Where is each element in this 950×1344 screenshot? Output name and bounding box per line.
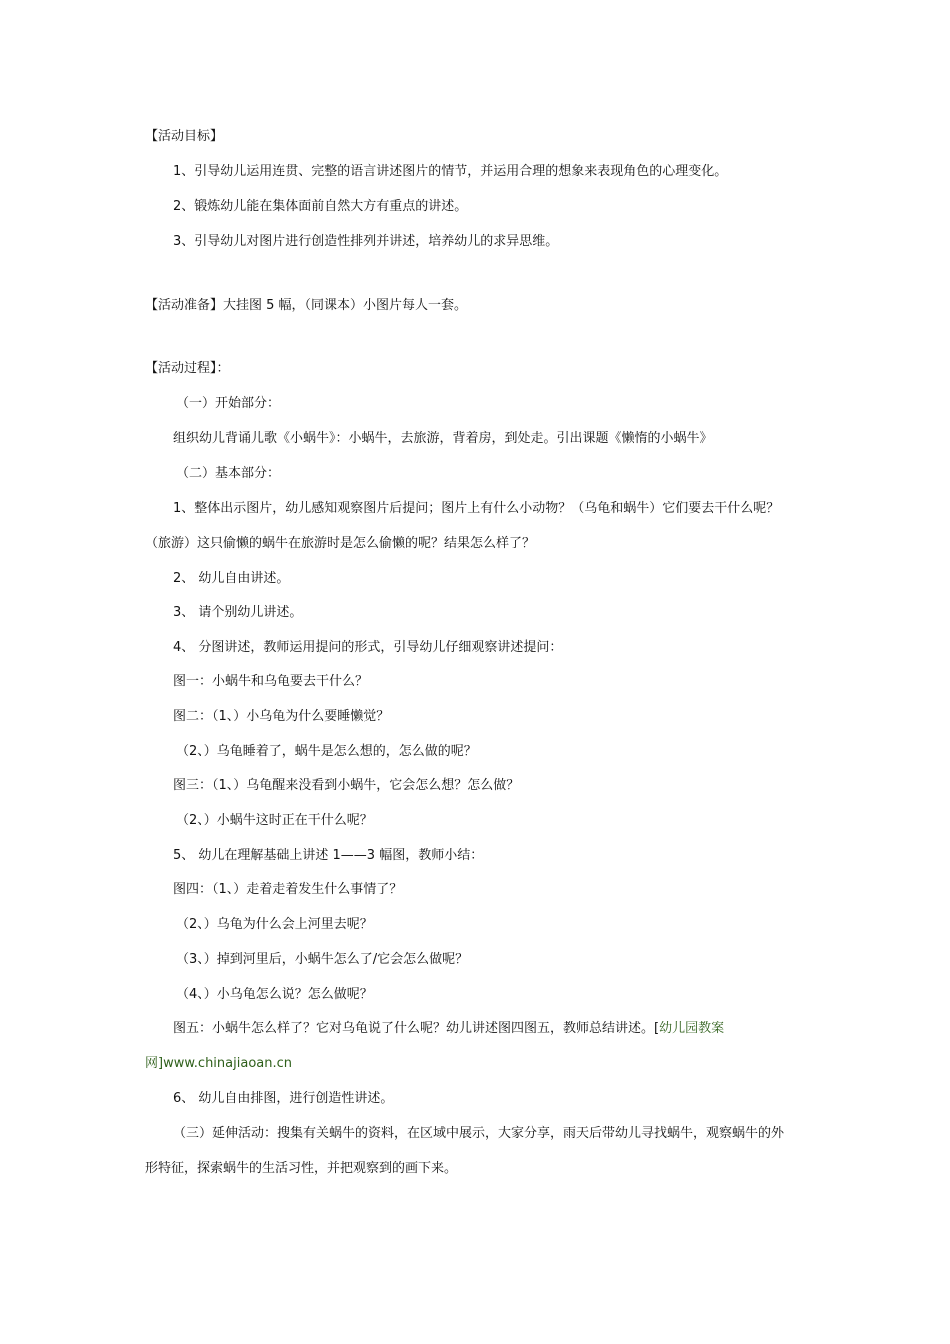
prep-line (145, 297, 467, 315)
goal-item: 1、引导幼儿运用连贯、完整的语言讲述图片的情节，并运用合理的想象来表现角色的心理变化。 (173, 164, 728, 179)
paragraph: （三）延伸活动：搜集有关蜗牛的资料，在区域中展示，大家分享，雨天后带幼儿寻找蜗牛，观察蜗牛的外 (173, 1126, 785, 1141)
section-heading: （二）基本部分： (176, 466, 281, 481)
paragraph: （旅游）这只偷懒的蜗牛在旅游时是怎么偷懒的呢？结果怎么样了？ (145, 536, 536, 551)
question: （2、）乌龟睡着了，蜗牛是怎么想的，怎么做的呢？ (176, 744, 477, 759)
section-heading: （一）开始部分： (176, 396, 281, 411)
goal-item: 3、引导幼儿对图片进行创造性排列并讲述，培养幼儿的求异思维。 (173, 234, 559, 249)
question: （3、）掉到河里后，小蜗牛怎么了/它会怎么做呢？ (176, 952, 469, 967)
paragraph: 2、 幼儿自由讲述。 (173, 571, 290, 586)
paragraph: 形特征，探索蜗牛的生活习性，并把观察到的画下来。 (145, 1161, 458, 1176)
process-heading: 【活动过程】： (145, 361, 230, 376)
question: （2、）小蜗牛这时正在干什么呢？ (176, 813, 373, 828)
question: 图一：小蜗牛和乌龟要去干什么？ (173, 674, 369, 689)
question: 图三：（1、）乌龟醒来没看到小蜗牛，它会怎么想？怎么做？ (173, 778, 520, 793)
paragraph: 组织幼儿背诵儿歌《小蜗牛》：小蜗牛，去旅游，背着房，到处走。引出课题《懒惰的小蜗牛》 (173, 431, 713, 446)
goals-heading: 【活动目标】 (145, 129, 224, 144)
paragraph-with-link (173, 1020, 724, 1038)
paragraph: 4、 分图讲述，教师运用提问的形式，引导幼儿仔细观察讲述提问： (173, 640, 563, 655)
question: （4、）小乌龟怎么说？怎么做呢？ (176, 987, 373, 1002)
paragraph-with-link (145, 1055, 292, 1073)
paragraph: 6、 幼儿自由排图，进行创造性讲述。 (173, 1091, 394, 1106)
paragraph: 1、整体出示图片，幼儿感知观察图片后提问；图片上有什么小动物？（乌龟和蜗牛）它们要去干什么呢？ (173, 501, 780, 516)
prep-heading: 【活动准备】 (145, 298, 224, 313)
prep-text: 大挂图 5 幅，（同课本）小图片每人一套。 (223, 298, 468, 313)
question: 图二：（1、）小乌龟为什么要睡懒觉？ (173, 709, 390, 724)
paragraph: 3、 请个别幼儿讲述。 (173, 605, 303, 620)
question: 图四：（1、）走着走着发生什么事情了？ (173, 882, 403, 897)
goal-item: 2、锻炼幼儿能在集体面前自然大方有重点的讲述。 (173, 199, 468, 214)
paragraph-text: 图五：小蜗牛怎么样了？它对乌龟说了什么呢？幼儿讲述图四图五，教师总结讲述。[ (173, 1021, 660, 1036)
site-link-part1[interactable]: 幼儿园教案 (659, 1021, 725, 1036)
site-link-part2[interactable]: 网 (145, 1056, 159, 1071)
site-url[interactable]: ]www.chinajiaoan.cn (158, 1056, 292, 1071)
paragraph: 5、 幼儿在理解基础上讲述 1——3 幅图，教师小结： (173, 848, 484, 863)
question: （2、）乌龟为什么会上河里去呢？ (176, 917, 373, 932)
